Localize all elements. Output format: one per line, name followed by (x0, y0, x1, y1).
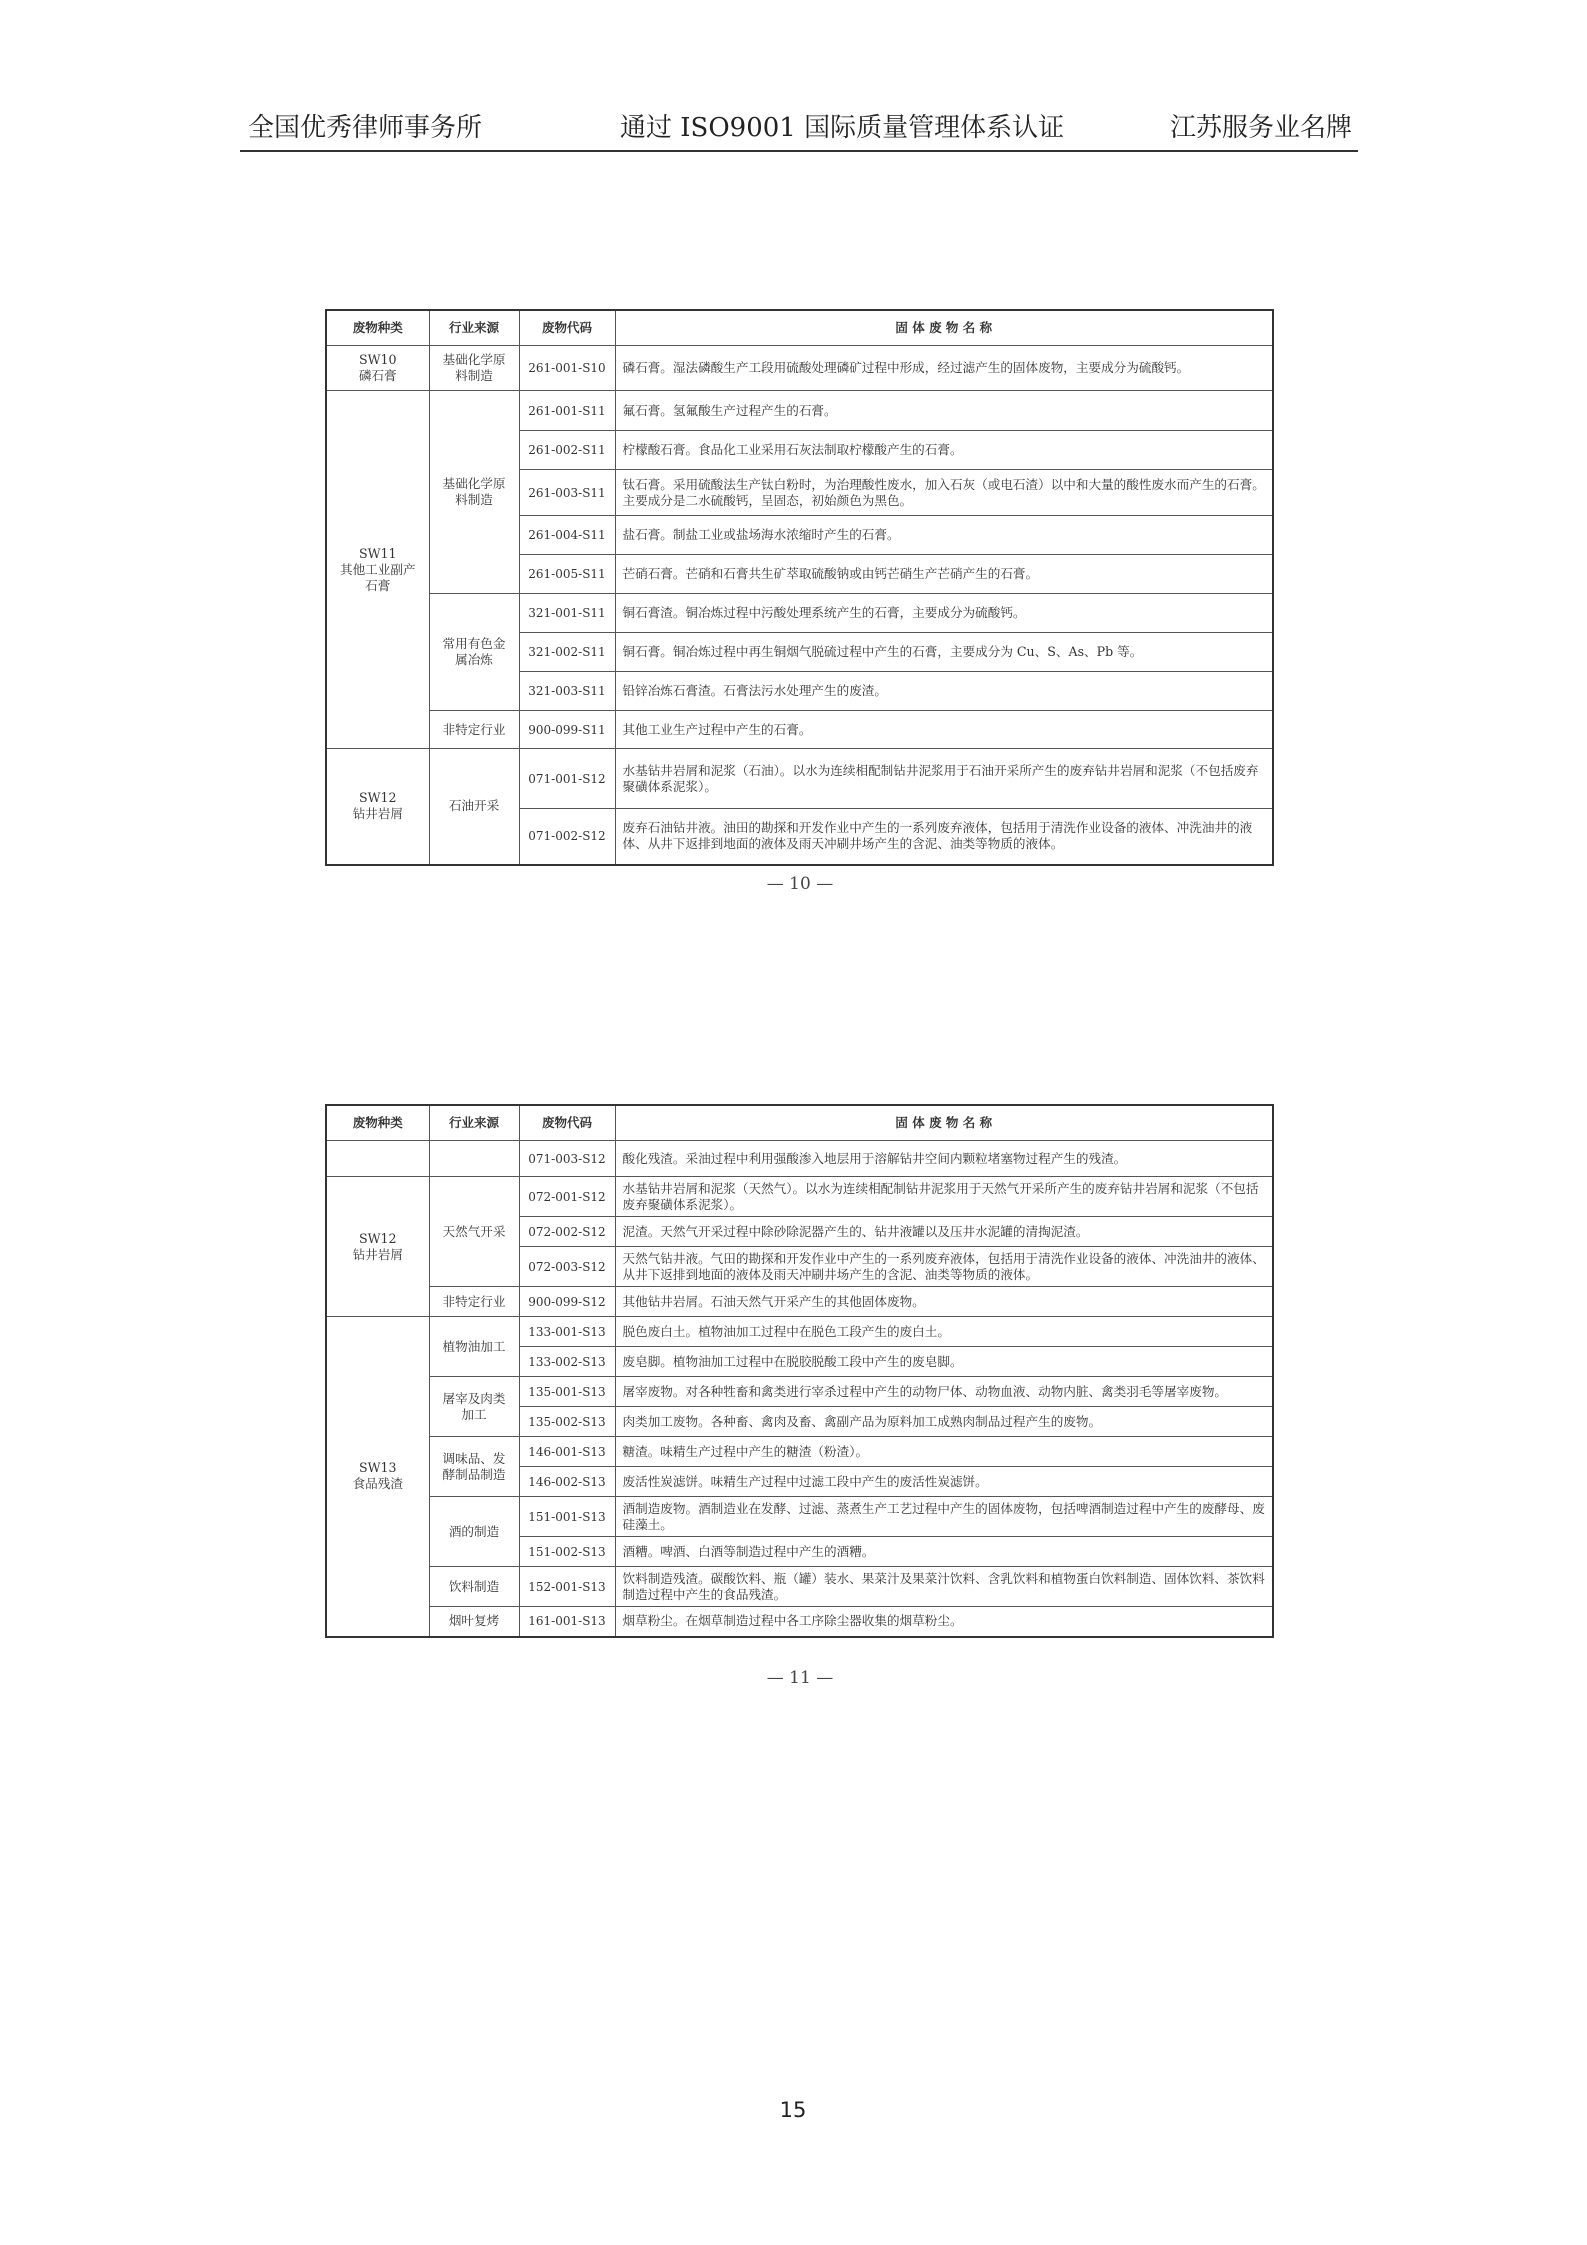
code-cell: 151-002-S13 (519, 1537, 615, 1567)
category-name: 食品残渣 (352, 1476, 403, 1492)
category-code: SW12 (358, 790, 397, 806)
desc-cell: 盐石膏。制盐工业或盐场海水浓缩时产生的石膏。 (615, 516, 1273, 555)
table-header-row (326, 310, 1273, 346)
code-cell: 152-001-S13 (519, 1567, 615, 1607)
code-cell: 133-002-S13 (519, 1347, 615, 1377)
desc-cell: 铜石膏渣。铜冶炼过程中污酸处理系统产生的石膏，主要成分为硫酸钙。 (615, 594, 1273, 633)
desc-cell: 烟草粉尘。在烟草制造过程中各工序除尘器收集的烟草粉尘。 (615, 1607, 1273, 1637)
code-cell: 321-003-S11 (519, 672, 615, 711)
source-cell: 非特定行业 (429, 711, 519, 749)
source-cell: 饮料制造 (429, 1567, 519, 1607)
category-cell (326, 346, 429, 391)
category-name: 其他工业副产石膏 (339, 561, 416, 593)
code-cell: 321-002-S11 (519, 633, 615, 672)
desc-cell: 脱色废白土。植物油加工过程中在脱色工段产生的废白土。 (615, 1317, 1273, 1347)
col-header-code: 废物代码 (519, 1105, 615, 1141)
code-cell: 261-001-S10 (519, 346, 615, 391)
table-row (326, 1497, 1273, 1537)
source-cell: 天然气开采 (429, 1177, 519, 1287)
source-cell: 屠宰及肉类加工 (429, 1377, 519, 1437)
desc-cell: 磷石膏。湿法磷酸生产工段用硫酸处理磷矿过程中形成，经过滤产生的固体废物，主要成分为硫酸钙。 (615, 346, 1273, 391)
table-row (326, 346, 1273, 391)
table-row (326, 1437, 1273, 1467)
code-cell: 071-002-S12 (519, 809, 615, 865)
table-row (326, 594, 1273, 633)
col-header-code: 废物代码 (519, 310, 615, 346)
waste-table-page-10 (325, 309, 1274, 866)
source-cell: 酒的制造 (429, 1497, 519, 1567)
desc-cell: 水基钻井岩屑和泥浆（天然气）。以水为连续相配制钻井泥浆用于天然气开采所产生的废弃钻井岩屑和泥浆（不包括废弃聚磺体系泥浆）。 (615, 1177, 1273, 1217)
code-cell: 146-002-S13 (519, 1467, 615, 1497)
category-name: 磷石膏 (358, 368, 397, 383)
category-cell (326, 1177, 429, 1317)
desc-cell: 水基钻井岩屑和泥浆（石油）。以水为连续相配制钻井泥浆用于石油开采所产生的废弃钻井岩屑和泥浆（不包括废弃聚磺体系泥浆）。 (615, 749, 1273, 809)
code-cell: 261-005-S11 (519, 555, 615, 594)
code-cell: 261-001-S11 (519, 391, 615, 431)
code-cell: 071-003-S12 (519, 1141, 615, 1177)
code-cell: 900-099-S12 (519, 1287, 615, 1317)
header-left-text: 全国优秀律师事务所 (248, 113, 483, 143)
source-cell: 基础化学原料制造 (429, 346, 519, 391)
desc-cell: 其他钻井岩屑。石油天然气开采产生的其他固体废物。 (615, 1287, 1273, 1317)
source-cell: 调味品、发酵制品制造 (429, 1437, 519, 1497)
table-row (326, 1287, 1273, 1317)
source-cell: 常用有色金属冶炼 (429, 594, 519, 711)
table-row (326, 1607, 1273, 1637)
table-row (326, 1377, 1273, 1407)
desc-cell: 芒硝石膏。芒硝和石膏共生矿萃取硫酸钠或由钙芒硝生产芒硝产生的石膏。 (615, 555, 1273, 594)
desc-cell: 酒糟。啤酒、白酒等制造过程中产生的酒糟。 (615, 1537, 1273, 1567)
col-header-source: 行业来源 (429, 1105, 519, 1141)
inner-page-number-10: — 10 — (766, 874, 834, 894)
source-cell: 石油开采 (429, 749, 519, 865)
desc-cell: 柠檬酸石膏。食品化工业采用石灰法制取柠檬酸产生的石膏。 (615, 431, 1273, 470)
source-cell: 烟叶复烤 (429, 1607, 519, 1637)
source-cell: 植物油加工 (429, 1317, 519, 1377)
category-cell (326, 391, 429, 749)
code-cell: 146-001-S13 (519, 1437, 615, 1467)
desc-cell: 屠宰废物。对各种牲畜和禽类进行宰杀过程中产生的动物尸体、动物血液、动物内脏、禽类羽毛等屠宰废物。 (615, 1377, 1273, 1407)
code-cell: 900-099-S11 (519, 711, 615, 749)
col-header-name: 固 体 废 物 名 称 (615, 1105, 1273, 1141)
category-code: SW10 (358, 352, 397, 367)
table-row (326, 749, 1273, 809)
source-cell: 非特定行业 (429, 1287, 519, 1317)
code-cell: 072-002-S12 (519, 1217, 615, 1247)
col-header-name: 固 体 废 物 名 称 (615, 310, 1273, 346)
code-cell: 135-001-S13 (519, 1377, 615, 1407)
desc-cell: 酒制造废物。酒制造业在发酵、过滤、蒸煮生产工艺过程中产生的固体废物，包括啤酒制造过程中产生的废酵母、废硅藻土。 (615, 1497, 1273, 1537)
desc-cell: 铅锌冶炼石膏渣。石膏法污水处理产生的废渣。 (615, 672, 1273, 711)
table-row (326, 711, 1273, 749)
category-cell (326, 1317, 429, 1637)
category-code: SW11 (358, 545, 397, 561)
code-cell: 261-002-S11 (519, 431, 615, 470)
table-row (326, 1317, 1273, 1347)
desc-cell: 酸化残渣。采油过程中利用强酸渗入地层用于溶解钻井空间内颗粒堵塞物过程产生的残渣。 (615, 1141, 1273, 1177)
desc-cell: 泥渣。天然气开采过程中除砂除泥器产生的、钻井液罐以及压井水泥罐的清掏泥渣。 (615, 1217, 1273, 1247)
desc-cell: 糖渣。味精生产过程中产生的糖渣（粉渣）。 (615, 1437, 1273, 1467)
col-header-category: 废物种类 (326, 1105, 429, 1141)
source-cell: 基础化学原料制造 (429, 391, 519, 594)
category-cell-empty (326, 1141, 429, 1177)
category-name: 钻井岩屑 (352, 1246, 403, 1262)
code-cell: 135-002-S13 (519, 1407, 615, 1437)
code-cell: 071-001-S12 (519, 749, 615, 809)
desc-cell: 铜石膏。铜冶炼过程中再生铜烟气脱硫过程中产生的石膏，主要成分为 Cu、S、As、Pb 等。 (615, 633, 1273, 672)
col-header-category: 废物种类 (326, 310, 429, 346)
header-middle-text: 通过 ISO9001 国际质量管理体系认证 (620, 113, 1065, 143)
desc-cell: 其他工业生产过程中产生的石膏。 (615, 711, 1273, 749)
code-cell: 161-001-S13 (519, 1607, 615, 1637)
desc-cell: 天然气钻井液。气田的勘探和开发作业中产生的一系列废弃液体，包括用于清洗作业设备的液体、冲洗油井的液体、从井下返排到地面的液体及雨天冲刷井场产生的含泥、油类等物质的液体。 (615, 1247, 1273, 1287)
table-header-row (326, 1105, 1273, 1141)
desc-cell: 肉类加工废物。各种畜、禽肉及畜、禽副产品为原料加工成熟肉制品过程产生的废物。 (615, 1407, 1273, 1437)
code-cell: 133-001-S13 (519, 1317, 615, 1347)
code-cell: 261-004-S11 (519, 516, 615, 555)
code-cell: 261-003-S11 (519, 470, 615, 516)
desc-cell: 废皂脚。植物油加工过程中在脱胶脱酸工段中产生的废皂脚。 (615, 1347, 1273, 1377)
category-name: 钻井岩屑 (352, 806, 403, 822)
code-cell: 072-003-S12 (519, 1247, 615, 1287)
code-cell: 321-001-S11 (519, 594, 615, 633)
desc-cell: 氟石膏。氢氟酸生产过程产生的石膏。 (615, 391, 1273, 431)
table-row (326, 391, 1273, 431)
desc-cell: 废弃石油钻井液。油田的勘探和开发作业中产生的一系列废弃液体，包括用于清洗作业设备的液体、冲洗油井的液体、从井下返排到地面的液体及雨天冲刷井场产生的含泥、油类等物质的液体。 (615, 809, 1273, 865)
waste-table-page-11 (325, 1104, 1274, 1638)
category-code: SW13 (358, 1460, 397, 1476)
header-right-text: 江苏服务业名牌 (1169, 113, 1352, 143)
table-row (326, 1177, 1273, 1217)
desc-cell: 钛石膏。采用硫酸法生产钛白粉时，为治理酸性废水，加入石灰（或电石渣）以中和大量的酸性废水而产生的石膏。主要成分是二水硫酸钙，呈固态，初始颜色为黑色。 (615, 470, 1273, 516)
desc-cell: 饮料制造残渣。碳酸饮料、瓶（罐）装水、果菜汁及果菜汁饮料、含乳饮料和植物蛋白饮料制造、固体饮料、茶饮料制造过程中产生的食品残渣。 (615, 1567, 1273, 1607)
inner-page-number-11: — 11 — (766, 1668, 834, 1688)
category-cell (326, 749, 429, 865)
category-code: SW12 (358, 1230, 397, 1246)
col-header-source: 行业来源 (429, 310, 519, 346)
table-row (326, 1141, 1273, 1177)
page-header (240, 110, 1358, 152)
source-cell-empty (429, 1141, 519, 1177)
table-row (326, 1567, 1273, 1607)
page-number: 15 (779, 2098, 807, 2122)
code-cell: 072-001-S12 (519, 1177, 615, 1217)
desc-cell: 废活性炭滤饼。味精生产过程中过滤工段中产生的废活性炭滤饼。 (615, 1467, 1273, 1497)
code-cell: 151-001-S13 (519, 1497, 615, 1537)
